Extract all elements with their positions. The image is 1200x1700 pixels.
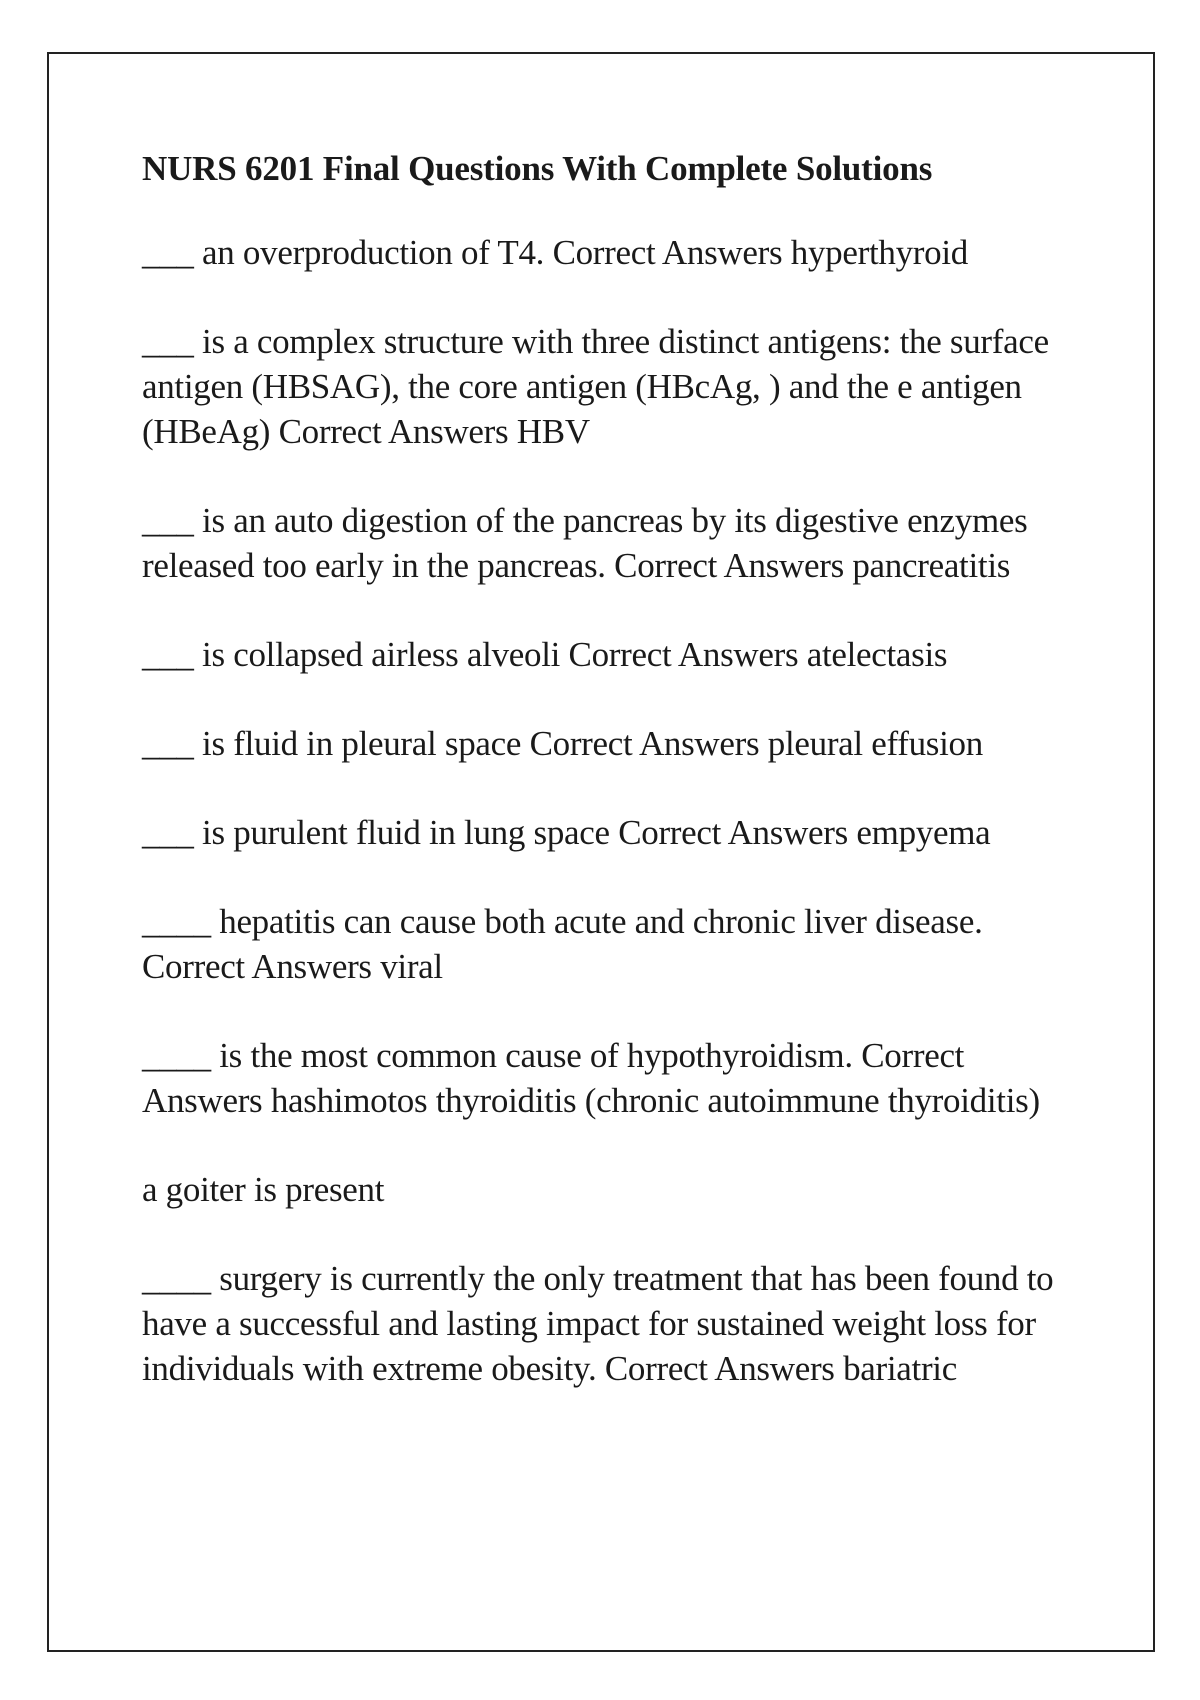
qa-paragraph: ____ hepatitis can cause both acute and chronic liver disease. Correct Answers viral <box>142 902 983 986</box>
qa-paragraph: ___ is an auto digestion of the pancreas by its digestive enzymes released too early in the pancreas. Correct Answers pancreatitis <box>142 501 1028 585</box>
qa-paragraph: ____ is the most common cause of hypothyroidism. Correct Answers hashimotos thyroiditis (chronic autoimmune thyroiditis) <box>142 1036 1040 1120</box>
qa-paragraph: ___ an overproduction of T4. Correct Answers hyperthyroid <box>142 233 968 272</box>
qa-paragraph: a goiter is present <box>142 1170 385 1209</box>
qa-paragraph: ___ is fluid in pleural space Correct Answers pleural effusion <box>142 724 983 763</box>
qa-paragraph: ____ surgery is currently the only treatment that has been found to have a successful and lasting impact for sustained weight loss for individuals with extreme obesity. Correct Answers bariatric <box>142 1259 1054 1388</box>
qa-paragraph: ___ is purulent fluid in lung space Correct Answers empyema <box>142 813 991 852</box>
document-body <box>142 148 1072 1435</box>
document-title: NURS 6201 Final Questions With Complete Solutions <box>142 149 933 188</box>
qa-paragraph: ___ is collapsed airless alveoli Correct Answers atelectasis <box>142 635 948 674</box>
qa-paragraph: ___ is a complex structure with three distinct antigens: the surface antigen (HBSAG), the core antigen (HBcAg, ) and the e antigen (HBeAg) Correct Answers HBV <box>142 322 1049 451</box>
